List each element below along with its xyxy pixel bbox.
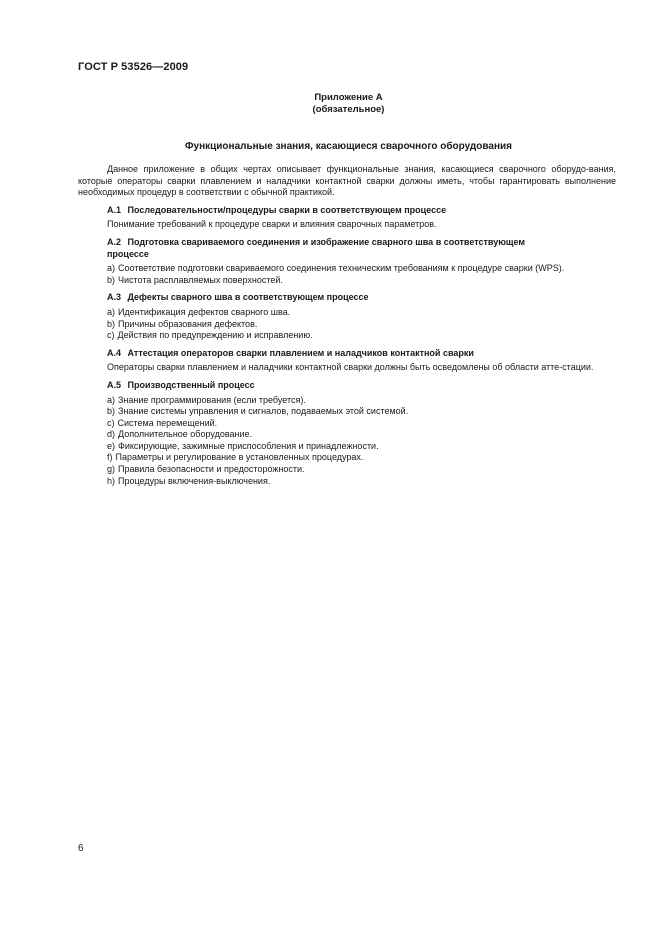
item-text: Причины образования дефектов. <box>118 318 258 329</box>
list-item <box>78 418 616 430</box>
item-letter: a) <box>107 394 116 405</box>
section-title: Подготовка свариваемого соединения и изображение сварного шва в соответствующем <box>127 236 526 247</box>
section-number: А.1 <box>107 204 122 215</box>
list-item <box>78 307 616 319</box>
item-text: Знание системы управления и сигналов, подаваемых этой системой. <box>118 406 409 417</box>
list-item <box>78 395 616 407</box>
item-letter: c) <box>107 330 115 341</box>
item-letter: a) <box>107 263 116 274</box>
item-text: Действия по предупреждению и исправлению. <box>117 330 313 341</box>
standard-code: ГОСТ Р 53526—2009 <box>78 61 189 73</box>
item-text: Дополнительное оборудование. <box>118 429 253 440</box>
list-item <box>78 429 616 441</box>
item-text: Система перемещений. <box>117 417 218 428</box>
section-number: А.5 <box>107 379 122 390</box>
section-heading-a5 <box>78 380 616 392</box>
section-heading-a4 <box>78 348 616 360</box>
item-text: Правила безопасности и предосторожности. <box>118 464 305 475</box>
item-text: Параметры и регулирование в установленных процедурах. <box>115 452 364 463</box>
section-number: А.2 <box>107 236 122 247</box>
list-item <box>78 441 616 453</box>
section-title-continuation: процессе <box>107 248 149 259</box>
section-heading-a2 <box>78 237 616 260</box>
item-text: Фиксирующие, зажимные приспособления и принадлежности. <box>118 440 379 451</box>
list-item <box>78 476 616 488</box>
appendix-heading <box>0 92 661 116</box>
item-letter: h) <box>107 475 116 486</box>
item-letter: c) <box>107 417 115 428</box>
item-letter: f) <box>107 452 113 463</box>
item-letter: e) <box>107 440 116 451</box>
section-number: А.3 <box>107 292 122 303</box>
item-text: Знание программирования (если требуется). <box>118 394 306 405</box>
section-title: Последовательности/процедуры сварки в соответствующем процессе <box>127 204 447 215</box>
section-text: Операторы сварки плавлением и наладчики контактной сварки должны быть осведомлены об области атте-стации. <box>107 362 594 373</box>
section-title: Аттестация операторов сварки плавлением и наладчиков контактной сварки <box>127 347 474 358</box>
list-item <box>78 464 616 476</box>
item-text: Процедуры включения-выключения. <box>118 475 271 486</box>
section-title: Дефекты сварного шва в соответствующем процессе <box>127 292 369 303</box>
list-item <box>78 330 616 342</box>
item-letter: b) <box>107 406 116 417</box>
section-number: А.4 <box>107 347 122 358</box>
item-text: Соответствие подготовки свариваемого соединения техническим требованиям к процедуре сварки (WPS). <box>118 263 565 274</box>
item-text: Чистота расплавляемых поверхностей. <box>118 274 283 285</box>
appendix-body <box>78 164 616 487</box>
appendix-title: Функциональные знания, касающиеся сварочного оборудования <box>185 141 512 152</box>
item-text: Идентификация дефектов сварного шва. <box>118 306 291 317</box>
list-item <box>78 406 616 418</box>
appendix-label: Приложение А <box>314 92 383 103</box>
section-heading-a3 <box>78 292 616 304</box>
item-letter: a) <box>107 306 116 317</box>
page-number: 6 <box>78 843 84 854</box>
appendix-status: (обязательное) <box>312 104 385 115</box>
item-letter: b) <box>107 318 116 329</box>
list-item <box>78 319 616 331</box>
section-text: Понимание требований к процедуре сварки и влияния сварочных параметров. <box>107 219 437 230</box>
list-item <box>78 263 616 275</box>
list-item <box>78 275 616 287</box>
section-heading-a1 <box>78 205 616 217</box>
section-title: Производственный процесс <box>127 379 255 390</box>
item-letter: g) <box>107 464 116 475</box>
item-letter: d) <box>107 429 116 440</box>
intro-paragraph: Данное приложение в общих чертах описывает функциональные знания, касающиеся сварочного оборудо-вания, которые операторы сварки плавлением и наладчики контактной сварки должны иметь, чтобы гарантировать выполнение необходимых процедур в соответствии с обычной практикой. <box>78 164 616 198</box>
list-item <box>78 452 616 464</box>
item-letter: b) <box>107 274 116 285</box>
